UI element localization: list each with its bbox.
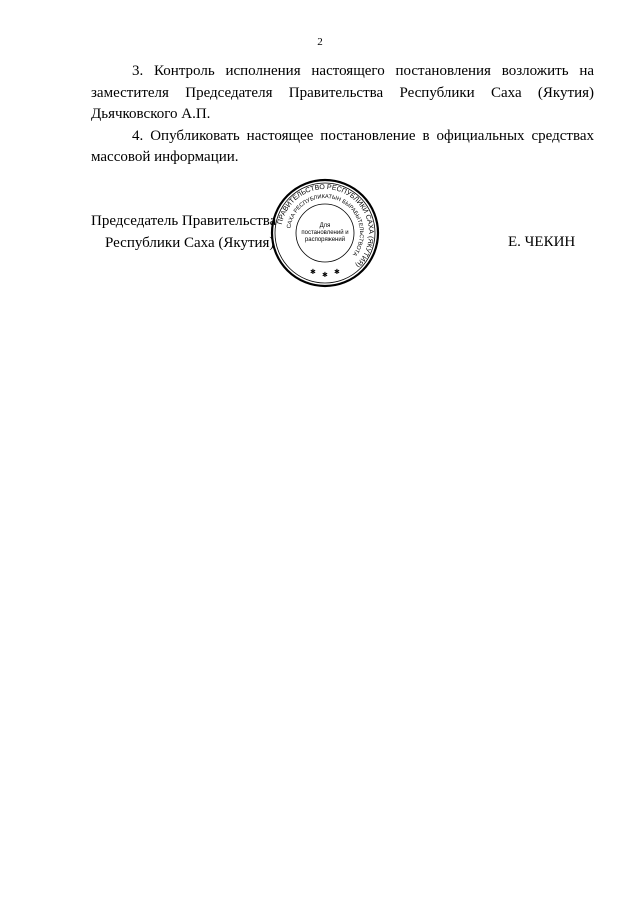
signatory-position-line1: Председатель Правительства xyxy=(91,213,277,229)
signatory-position-line2: Республики Саха (Якутия) xyxy=(105,234,275,251)
document-body xyxy=(91,61,594,169)
signatory-name: Е. ЧЕКИН xyxy=(508,234,576,250)
page-number: 2 xyxy=(317,36,323,48)
seal-center-line2: постановлений и xyxy=(301,230,349,236)
signatory-position xyxy=(91,211,276,254)
seal-star-icon: ✱ xyxy=(334,268,340,276)
paragraph-3: 3. Контроль исполнения настоящего постановления возложить на заместителя Председателя Правительства Республики Саха (Якутия) Дьячковского А.П. xyxy=(91,63,594,122)
seal-star-icon: ✱ xyxy=(322,271,328,279)
seal-inner-text: САХА РЕСПУБЛИКАТЫН БЫРАБЫТЕЛЬСТВОТА xyxy=(286,193,365,257)
seal-center-line3: распоряжений xyxy=(304,237,346,243)
seal-center-line1: Для xyxy=(319,223,331,229)
seal-center-text xyxy=(297,223,353,244)
seal-star-icon: ✱ xyxy=(310,268,316,276)
seal-outer-text: ПРАВИТЕЛЬСТВО РЕСПУБЛИКИ САХА (ЯКУТИЯ) xyxy=(276,183,375,269)
paragraph-4: 4. Опубликовать настоящее постановление в официальных средствах массовой информации. xyxy=(91,127,594,165)
